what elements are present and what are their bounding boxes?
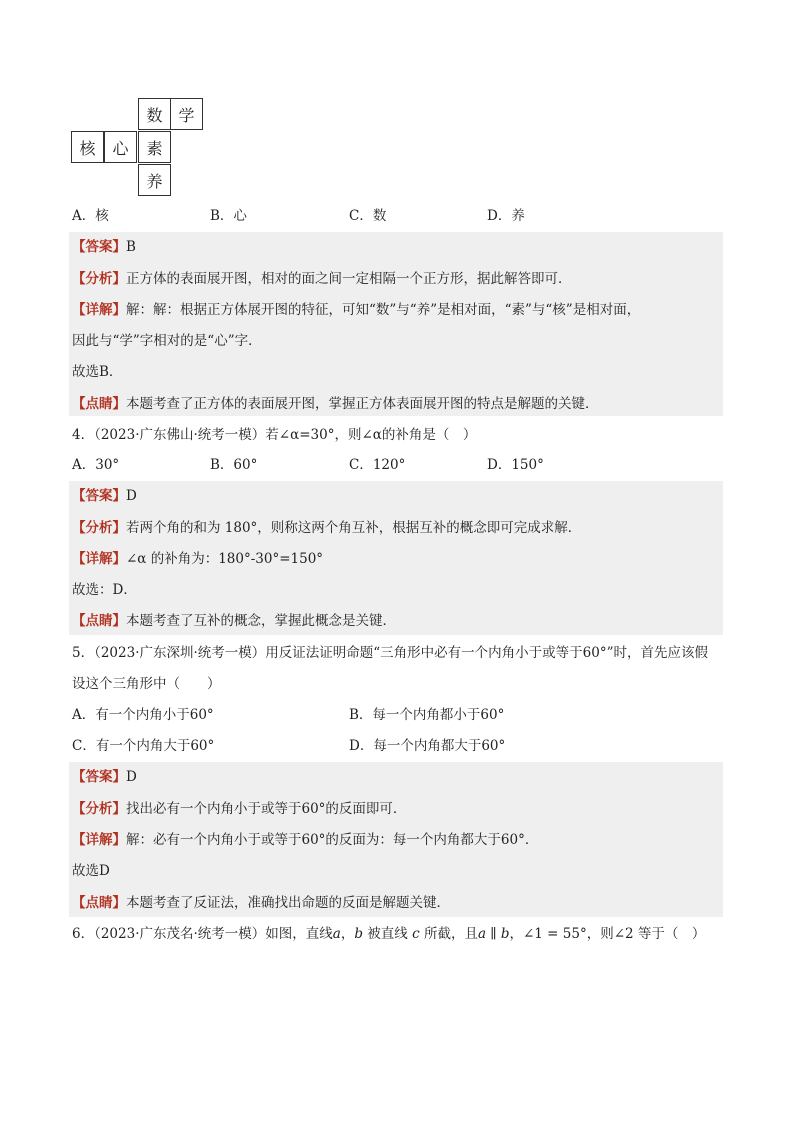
net-cell-yang: 养: [138, 164, 171, 196]
answer-tag: 【答案】: [72, 488, 126, 504]
q6-line-c: c: [412, 926, 420, 942]
q6-rest: ，∠1 = 55°，则∠2 等于（ ）: [509, 926, 706, 942]
q5-option-b: B．每一个内角都小于60°: [349, 707, 505, 723]
detail-text: ∠α 的补角为：180°-30°=150°: [126, 551, 324, 567]
q4-option-a: A．30°: [72, 457, 120, 473]
q6-line-b: b: [354, 926, 363, 942]
q3-comment: [72, 394, 599, 414]
q6-stem-pre: 6．（2023·广东茂名·统考一模）如图，直线: [72, 926, 333, 942]
analysis-tag: 【分析】: [72, 271, 126, 287]
answer-tag: 【答案】: [72, 239, 126, 255]
q4-comment: [72, 611, 396, 631]
q6-mid: 被直线: [363, 926, 413, 942]
analysis-text: 找出必有一个内角小于或等于60°的反面即可．: [126, 801, 407, 817]
analysis-tag: 【分析】: [72, 520, 126, 536]
q4-detail: [72, 549, 323, 569]
q5-comment: [72, 893, 450, 913]
comment-text: 本题考查了正方体的表面展开图，掌握正方体表面展开图的特点是解题的关键．: [126, 396, 599, 412]
q5-stem-cont: 设这个三角形中（ ）: [72, 676, 221, 692]
q4-option-c: C．120°: [349, 457, 406, 473]
answer-tag: 【答案】: [72, 769, 126, 785]
q6-cut: 所截，且: [419, 926, 478, 942]
comment-tag: 【点睛】: [72, 895, 126, 911]
q6-stem: [72, 924, 705, 944]
q3-option-d: D．养: [487, 208, 525, 224]
q3-analysis: [72, 269, 572, 289]
cube-net-figure: [71, 98, 211, 198]
q5-choice: 故选D: [72, 863, 110, 879]
q5-stem: 5．（2023·广东深圳·统考一模）用反证法证明命题“三角形中必有一个内角小于或等于60°”时，首先应该假: [72, 645, 709, 661]
analysis-tag: 【分析】: [72, 801, 126, 817]
net-cell-shu: 数: [138, 98, 171, 130]
comment-tag: 【点睛】: [72, 613, 126, 629]
q3-option-b: B．心: [210, 208, 247, 224]
net-cell-he: 核: [71, 131, 104, 163]
q4-stem: 4．（2023·广东佛山·统考一模）若∠α=30°，则∠α的补角是（ ）: [72, 427, 477, 443]
analysis-text: 正方体的表面展开图，相对的面之间一定相隔一个正方形，据此解答即可．: [126, 271, 572, 287]
net-cell-xin: 心: [104, 131, 137, 163]
q5-option-c: C．有一个内角大于60°: [72, 738, 215, 754]
detail-text: 解：解：根据正方体展开图的特征，可知“数”与“养”是相对面，“素”与“核”是相对面，: [126, 302, 641, 318]
q5-option-a: A．有一个内角小于60°: [72, 707, 214, 723]
q5-detail: [72, 830, 538, 850]
q3-solution-box: [69, 232, 723, 416]
net-cell-su: 素: [138, 131, 171, 163]
q3-option-c: C．数: [349, 208, 387, 224]
detail-tag: 【详解】: [72, 302, 126, 318]
detail-tag: 【详解】: [72, 832, 126, 848]
comment-tag: 【点睛】: [72, 396, 126, 412]
q4-option-b: B．60°: [210, 457, 258, 473]
q3-option-a: A．核: [72, 208, 109, 224]
answer-value: D: [126, 488, 137, 504]
net-cell-xue: 学: [170, 98, 203, 130]
q5-answer: [72, 767, 137, 787]
q6-sep: ，: [340, 926, 355, 942]
q3-detail-cont: 因此与“学”字相对的是“心”字．: [72, 333, 262, 349]
q5-option-d: D．每一个内角都大于60°: [349, 738, 506, 754]
q4-choice: 故选：D．: [72, 582, 137, 598]
detail-tag: 【详解】: [72, 551, 126, 567]
comment-text: 本题考查了互补的概念，掌握此概念是关键．: [126, 613, 396, 629]
comment-text: 本题考查了反证法，准确找出命题的反面是解题关键．: [126, 895, 450, 911]
q5-analysis: [72, 799, 406, 819]
q3-choice: 故选B．: [72, 364, 123, 380]
answer-value: B: [126, 239, 136, 255]
q3-answer: [72, 237, 136, 257]
q4-option-d: D．150°: [487, 457, 544, 473]
q6-line-a: a: [332, 926, 341, 942]
detail-text: 解：必有一个内角小于或等于60°的反面为：每一个内角都大于60°．: [126, 832, 539, 848]
q6-parallel: a ∥ b: [477, 926, 510, 942]
q3-detail: [72, 300, 640, 320]
answer-value: D: [126, 769, 137, 785]
q4-analysis: [72, 518, 581, 538]
q4-answer: [72, 486, 137, 506]
analysis-text: 若两个角的和为 180°，则称这两个角互补，根据互补的概念即可完成求解．: [126, 520, 582, 536]
